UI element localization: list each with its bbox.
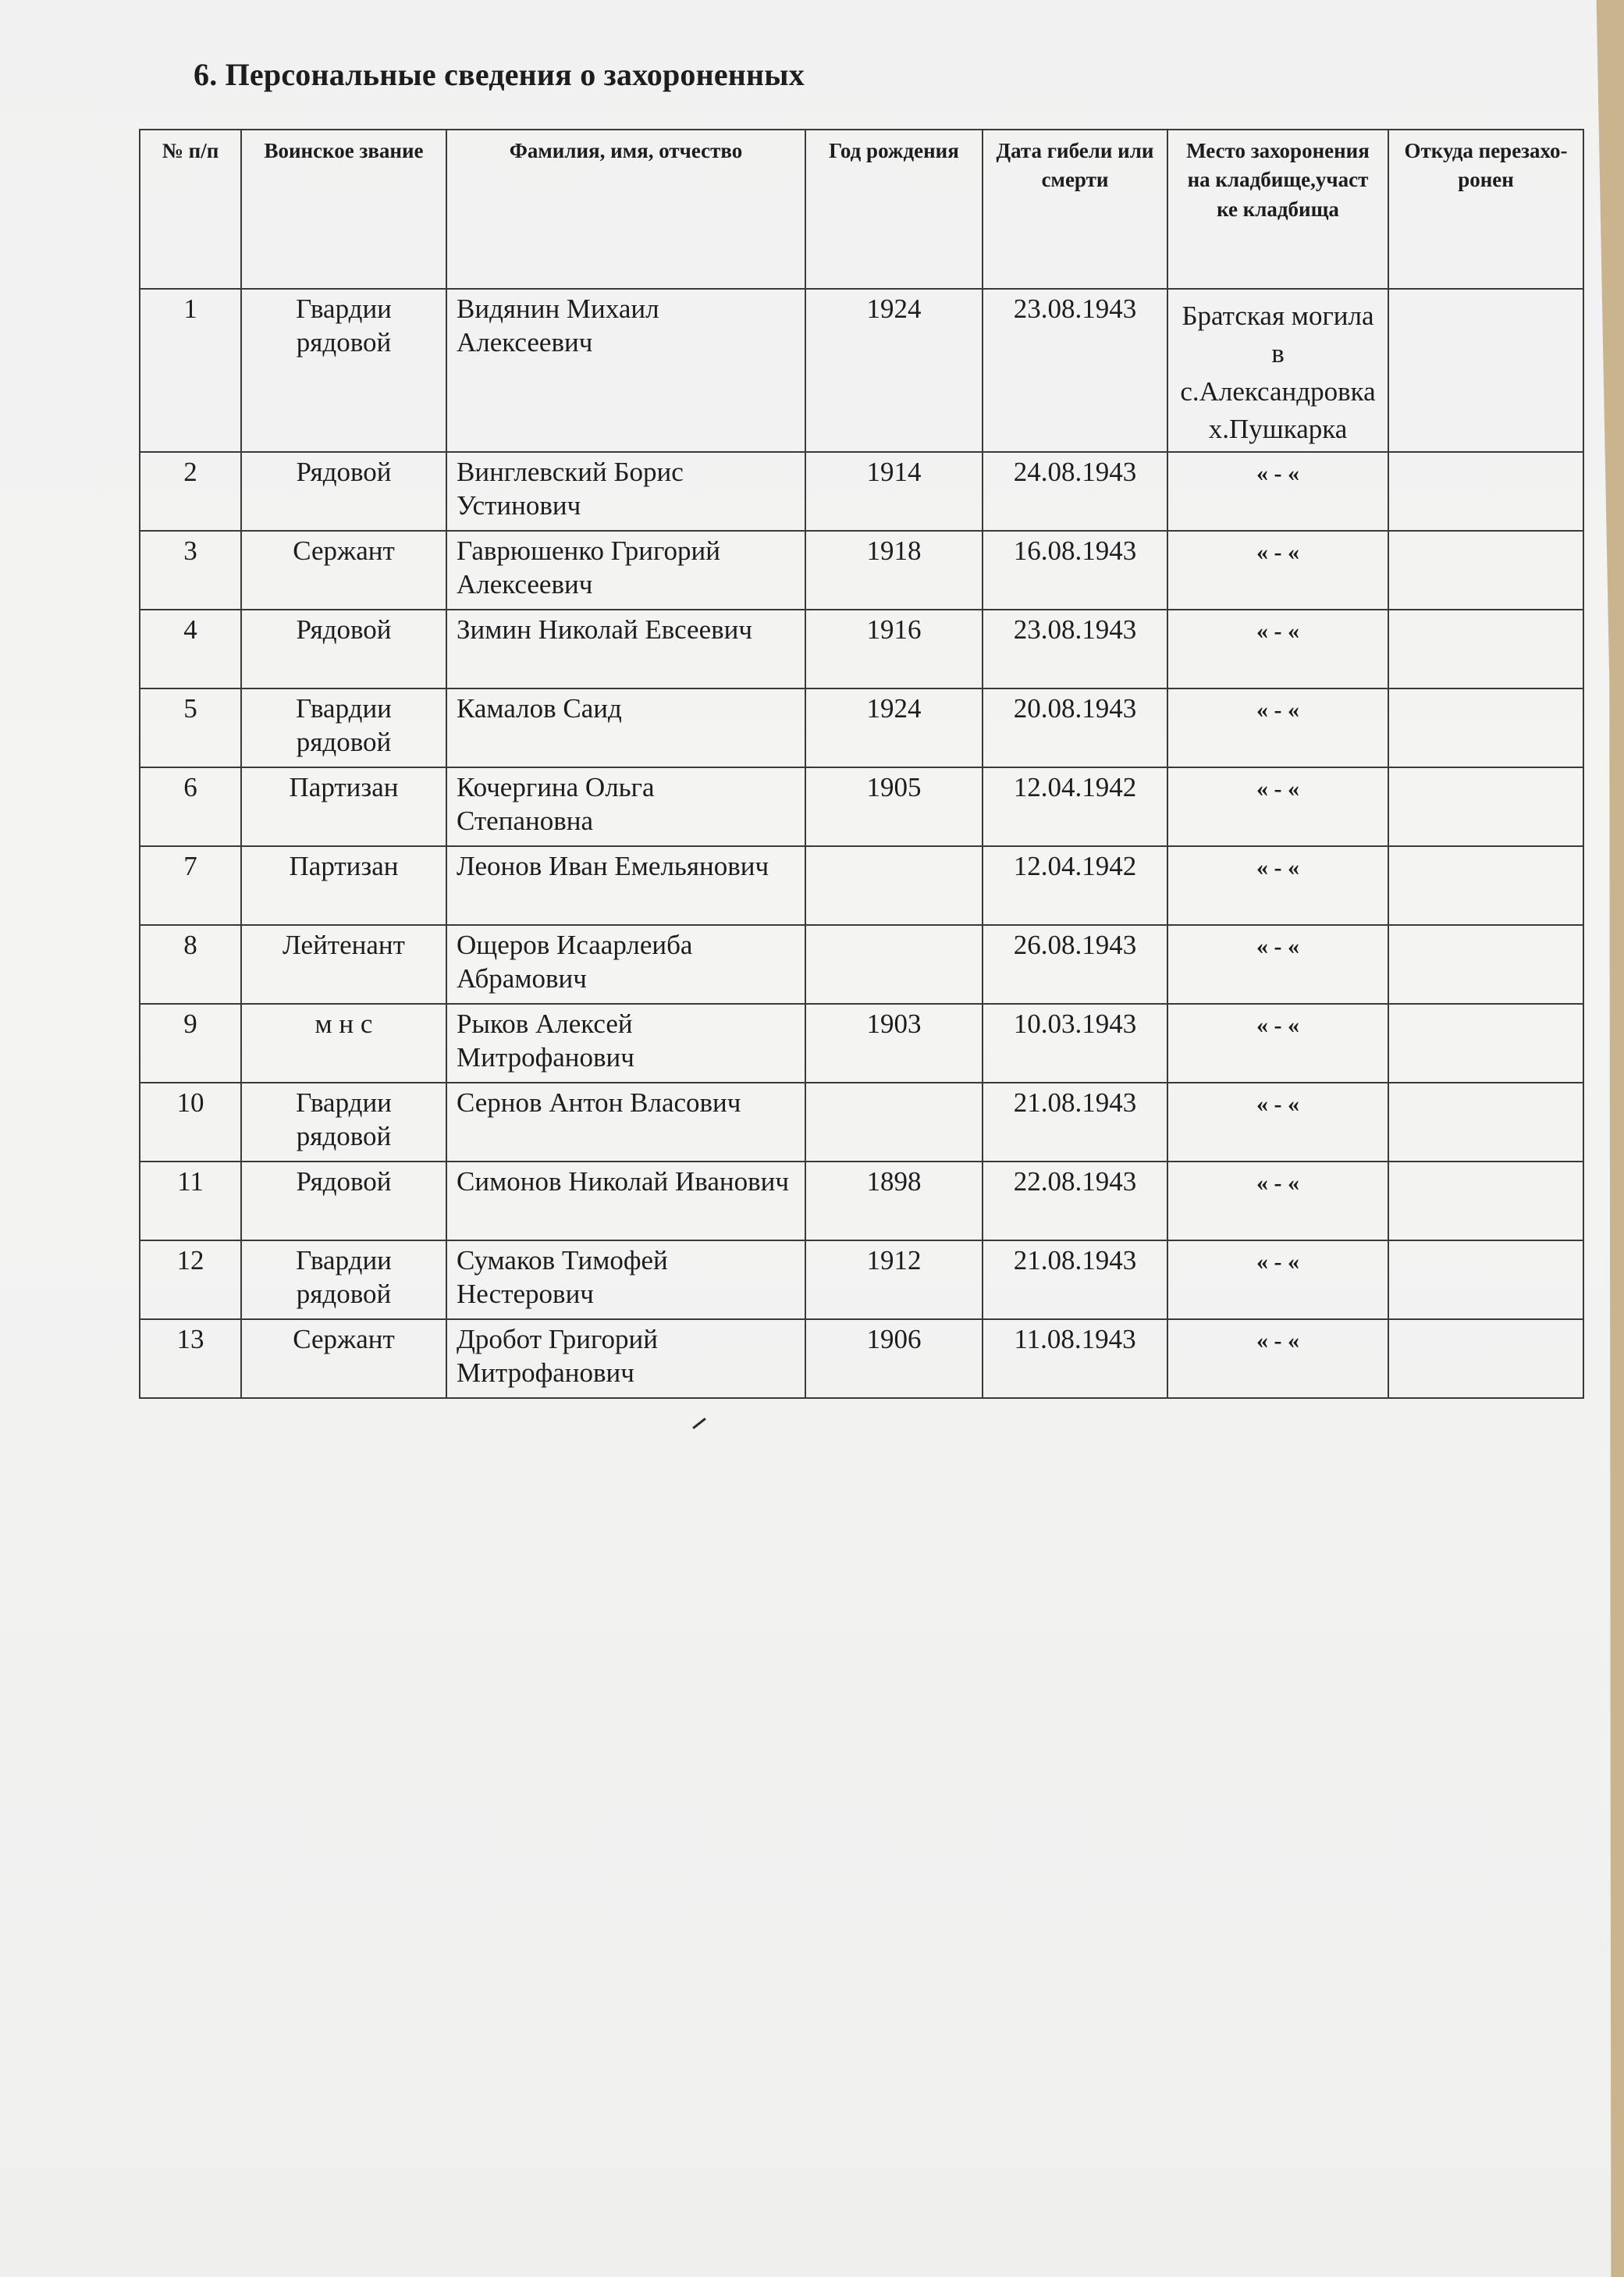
row-number: 11 [140,1162,241,1240]
row-reburied-from [1388,1004,1583,1083]
row-number: 5 [140,688,241,767]
row-full-name: Ощеров Исаарлеиба Абрамович [446,925,805,1004]
ditto-mark: « - « [1256,1170,1299,1197]
row-full-name: Винглевский Борис Устинович [446,452,805,531]
table-header [140,130,1583,289]
table-row [140,289,1583,452]
burial-register-table [139,129,1584,1399]
row-death-date: 16.08.1943 [983,531,1167,610]
row-reburied-from [1388,1240,1583,1319]
row-death-date: 23.08.1943 [983,610,1167,688]
row-reburied-from [1388,767,1583,846]
row-birth-year: 1924 [805,688,983,767]
row-reburied-from [1388,452,1583,531]
row-burial-place [1167,1083,1388,1162]
ditto-mark: « - « [1256,539,1299,566]
row-birth-year: 1912 [805,1240,983,1319]
row-rank: Рядовой [241,452,446,531]
row-full-name: Сернов Антон Власович [446,1083,805,1162]
row-reburied-from [1388,925,1583,1004]
row-burial-place [1167,531,1388,610]
burial-place-text: Братская могила в с.Александровка х.Пушкарка [1180,301,1376,444]
ditto-mark: « - « [1256,1091,1299,1118]
row-rank: Рядовой [241,1162,446,1240]
document-title: 6. Персональные сведения о захороненных [194,57,805,92]
row-birth-year: 1914 [805,452,983,531]
row-full-name: Кочергина Ольга Степановна [446,767,805,846]
table-row [140,1162,1583,1240]
row-number: 2 [140,452,241,531]
row-burial-place [1167,1162,1388,1240]
row-burial-place [1167,1240,1388,1319]
row-burial-place [1167,289,1388,452]
row-death-date: 26.08.1943 [983,925,1167,1004]
row-reburied-from [1388,531,1583,610]
row-full-name: Рыков Алексей Митрофанович [446,1004,805,1083]
row-birth-year [805,846,983,925]
row-number: 7 [140,846,241,925]
ditto-mark: « - « [1256,1328,1299,1354]
ditto-mark: « - « [1256,618,1299,645]
row-rank: Партизан [241,846,446,925]
table-row [140,925,1583,1004]
table-row [140,1240,1583,1319]
row-full-name: Симонов Николай Иванович [446,1162,805,1240]
table-body [140,289,1583,1398]
ditto-mark: « - « [1256,1012,1299,1039]
table-row [140,610,1583,688]
row-birth-year [805,925,983,1004]
ditto-mark: « - « [1256,1249,1299,1275]
ditto-mark: « - « [1256,776,1299,802]
row-burial-place [1167,925,1388,1004]
row-death-date: 24.08.1943 [983,452,1167,531]
row-reburied-from [1388,1162,1583,1240]
row-death-date: 12.04.1942 [983,767,1167,846]
row-burial-place [1167,1319,1388,1398]
column-header-number: № п/п [140,130,241,289]
table-row [140,688,1583,767]
row-burial-place [1167,1004,1388,1083]
row-death-date: 21.08.1943 [983,1083,1167,1162]
row-burial-place [1167,452,1388,531]
row-death-date: 11.08.1943 [983,1319,1167,1398]
row-death-date: 23.08.1943 [983,289,1167,452]
column-header-death-date: Дата гибели или смерти [983,130,1167,289]
column-header-name: Фамилия, имя, отчество [446,130,805,289]
row-rank: Гвардии рядовой [241,1083,446,1162]
row-reburied-from [1388,1319,1583,1398]
row-birth-year: 1898 [805,1162,983,1240]
row-rank: Гвардии рядовой [241,289,446,452]
row-number: 10 [140,1083,241,1162]
table-row [140,1083,1583,1162]
row-full-name: Леонов Иван Емельянович [446,846,805,925]
ditto-mark: « - « [1256,697,1299,724]
header-row [140,130,1583,289]
row-full-name: Сумаков Тимофей Нестерович [446,1240,805,1319]
row-number: 1 [140,289,241,452]
row-full-name: Гаврюшенко Григорий Алексеевич [446,531,805,610]
row-birth-year: 1906 [805,1319,983,1398]
row-death-date: 21.08.1943 [983,1240,1167,1319]
row-rank: Лейтенант [241,925,446,1004]
row-reburied-from [1388,688,1583,767]
row-death-date: 22.08.1943 [983,1162,1167,1240]
row-death-date: 10.03.1943 [983,1004,1167,1083]
row-birth-year [805,1083,983,1162]
row-birth-year: 1903 [805,1004,983,1083]
row-rank: Гвардии рядовой [241,1240,446,1319]
table-row [140,846,1583,925]
ditto-mark: « - « [1256,934,1299,960]
row-birth-year: 1916 [805,610,983,688]
row-number: 9 [140,1004,241,1083]
row-burial-place [1167,610,1388,688]
table-row [140,452,1583,531]
row-full-name: Зимин Николай Евсеевич [446,610,805,688]
row-reburied-from [1388,289,1583,452]
row-number: 8 [140,925,241,1004]
row-death-date: 20.08.1943 [983,688,1167,767]
row-birth-year: 1905 [805,767,983,846]
row-burial-place [1167,688,1388,767]
column-header-birth-year: Год рождения [805,130,983,289]
row-rank: Гвардии рядовой [241,688,446,767]
column-header-burial-place: Место захоронения на кладбище,участ ке кладбища [1167,130,1388,289]
table-row [140,1319,1583,1398]
ditto-mark: « - « [1256,461,1299,487]
table-row [140,531,1583,610]
row-burial-place [1167,767,1388,846]
row-full-name: Видянин Михаил Алексеевич [446,289,805,452]
row-number: 12 [140,1240,241,1319]
row-number: 3 [140,531,241,610]
row-full-name: Дробот Григорий Митрофанович [446,1319,805,1398]
row-birth-year: 1918 [805,531,983,610]
row-rank: Сержант [241,531,446,610]
row-burial-place [1167,846,1388,925]
row-reburied-from [1388,610,1583,688]
row-full-name: Камалов Саид [446,688,805,767]
row-birth-year: 1924 [805,289,983,452]
row-reburied-from [1388,1083,1583,1162]
row-death-date: 12.04.1942 [983,846,1167,925]
row-number: 13 [140,1319,241,1398]
row-number: 6 [140,767,241,846]
row-number: 4 [140,610,241,688]
row-reburied-from [1388,846,1583,925]
table-row [140,767,1583,846]
column-header-rank: Воинское звание [241,130,446,289]
table-row [140,1004,1583,1083]
row-rank: Рядовой [241,610,446,688]
row-rank: Партизан [241,767,446,846]
row-rank: Сержант [241,1319,446,1398]
ditto-mark: « - « [1256,855,1299,881]
column-header-reburied-from: Откуда перезахо-ронен [1388,130,1583,289]
row-rank: м н с [241,1004,446,1083]
